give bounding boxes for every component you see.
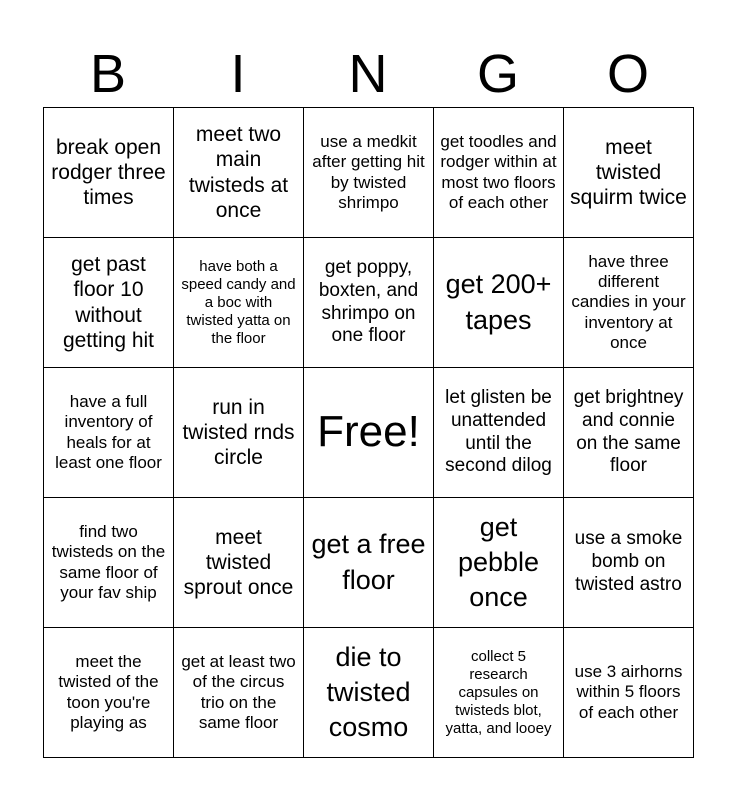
cell-text: get poppy, boxten, and shrimpo on one floor (318, 256, 419, 347)
cell-text: meet twisted sprout once (183, 525, 294, 600)
bingo-cell[interactable] (434, 498, 564, 628)
bingo-cell[interactable] (564, 628, 694, 758)
bingo-cell[interactable] (44, 108, 174, 238)
header-letter-i: I (230, 44, 246, 104)
bingo-cell[interactable] (304, 498, 434, 628)
bingo-cell[interactable] (174, 108, 304, 238)
bingo-cell[interactable] (44, 628, 174, 758)
bingo-header (43, 40, 693, 108)
bingo-cell[interactable] (44, 238, 174, 368)
cell-text: use 3 airhorns within 5 floors of each other (574, 661, 683, 722)
bingo-cell[interactable] (434, 368, 564, 498)
free-space-text: Free! (317, 407, 420, 457)
cell-text: have a full inventory of heals for at least one floor (55, 391, 162, 472)
cell-text: use a smoke bomb on twisted astro (574, 528, 683, 595)
cell-text: collect 5 research capsules on twisteds blot, yatta, and looey (445, 647, 552, 737)
free-space-cell[interactable] (304, 368, 434, 498)
bingo-cell[interactable] (44, 498, 174, 628)
cell-text: get a free floor (311, 529, 426, 595)
cell-text: find two twisteds on the same floor of your fav ship (51, 521, 166, 602)
header-letter-g: G (476, 44, 519, 104)
cell-text: die to twisted cosmo (326, 641, 411, 743)
cell-text: meet twisted squirm twice (570, 135, 687, 210)
bingo-cell[interactable] (174, 628, 304, 758)
cell-text: break open rodger three times (51, 135, 166, 210)
bingo-cell[interactable] (434, 628, 564, 758)
bingo-cell[interactable] (304, 108, 434, 238)
bingo-cell[interactable] (434, 238, 564, 368)
bingo-cell[interactable] (564, 108, 694, 238)
header-letter-b: B (89, 44, 127, 104)
cell-text: have three different candies in your inventory at once (571, 251, 686, 353)
bingo-cell[interactable] (174, 238, 304, 368)
cell-text: meet the twisted of the toon you're playing as (58, 651, 159, 732)
bingo-cell[interactable] (304, 238, 434, 368)
cell-text: let glisten be unattended until the second dilog (445, 386, 552, 477)
cell-text: have both a speed candy and a boc with twisted yatta on the floor (181, 257, 296, 347)
cell-text: get past floor 10 without getting hit (62, 253, 155, 352)
bingo-cell[interactable] (564, 238, 694, 368)
bingo-cell[interactable] (434, 108, 564, 238)
bingo-cell[interactable] (174, 368, 304, 498)
cell-text: get toodles and rodger within at most two floors of each other (440, 131, 557, 212)
bingo-cell[interactable] (44, 368, 174, 498)
bingo-cell[interactable] (564, 368, 694, 498)
cell-text: use a medkit after getting hit by twisted shrimpo (312, 131, 425, 212)
header-letter-n: N (348, 44, 388, 104)
bingo-cell[interactable] (304, 628, 434, 758)
bingo-cell[interactable] (174, 498, 304, 628)
bingo-grid (43, 107, 694, 758)
cell-text: meet two main twisteds at once (188, 123, 289, 222)
cell-text: run in twisted rnds circle (182, 395, 295, 470)
cell-text: get brightney and connie on the same floor (573, 386, 684, 477)
header-letter-o: O (606, 44, 649, 104)
cell-text: get pebble once (457, 511, 540, 613)
cell-text: get 200+ tapes (445, 269, 552, 335)
cell-text: get at least two of the circus trio on the same floor (181, 651, 296, 732)
bingo-cell[interactable] (564, 498, 694, 628)
